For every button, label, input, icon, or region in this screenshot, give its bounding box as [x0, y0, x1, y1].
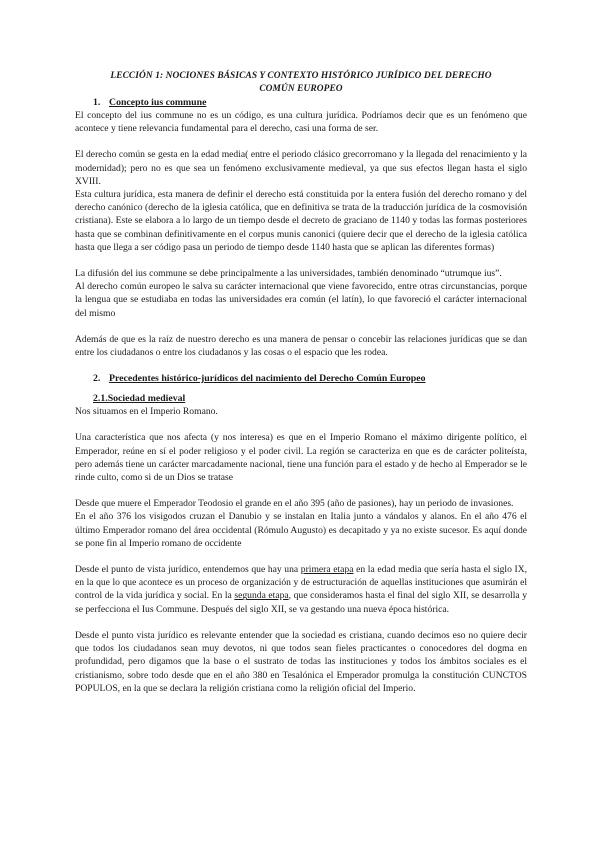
- paragraph-11-part-b: en la edad media que sería hasta el siglo IX, en la que lo que acontece es un proceso de organización y de estructuración de aquellas instituciones que asumirán el control de la vida jurídica y social. En la: [75, 564, 528, 602]
- paragraph-2: El derecho común se gesta en la edad media( entre el periodo clásico grecorromano y la llegada del renacimiento y la modernidad); pero no es que sea un fenómeno exclusivamente medieval, ya que sus efectos llegan hasta el siglo XVIII.: [75, 149, 527, 187]
- section-2-1-heading: [93, 392, 527, 405]
- paragraph-7: Nos situamos en el Imperio Romano.: [75, 406, 218, 418]
- section-1-number: 1.: [93, 97, 101, 108]
- paragraph-9: Desde que muere el Emperador Teodosio el grande en el año 395 (año de pasiones), hay un periodo de invasiones.: [75, 498, 514, 510]
- paragraph-4: La difusión del ius commune se debe principalmente a las universidades, también denominado “utrumque ius”.: [75, 268, 502, 280]
- section-2-1-title: 2.1.Sociedad medieval: [93, 393, 186, 405]
- lesson-title-line-2: COMÚN EUROPEO: [259, 84, 343, 94]
- paragraph-11-part-a: Desde el punto de vista jurídico, entendemos que hay una: [75, 564, 301, 576]
- paragraph-6: Además de que es la raíz de nuestro derecho es una manera de pensar o concebir las relaciones jurídicas que se dan entre los ciudadanos o entre los ciudadanos y las cosas o el espacio que les rodea.: [75, 333, 527, 359]
- paragraph-12: Desde el punto vista jurídico es relevante entender que la sociedad es cristiana, cuando decimos eso no quiere decir que todos los ciudadanos sean muy devotos, ni que todos sean fieles practicantes o conocedores del dogma en profundidad, pero digamos que la base o el sustrato de todas las instituciones y todos los ámbitos sociales es el cristianismo, sobre todo desde que en el año 380 en Tesalónica el Emperador promulga la constitución CUNCTOS POPULOS, en la que se declara la religión cristiana como la religión oficial del Imperio.: [75, 629, 527, 694]
- document-body: [75, 70, 527, 695]
- lesson-title: [75, 70, 527, 96]
- paragraph-1: El concepto del ius commune no es un código, es una cultura jurídica. Podríamos decir que es un fenómeno que acontece y tiene relevancia fundamental para el derecho, casi una forma de ser.: [75, 110, 527, 135]
- section-2-number: 2.: [93, 373, 101, 385]
- lesson-title-line-1: LECCIÓN 1: NOCIONES BÁSICAS Y CONTEXTO HISTÓRICO JURÍDICO DEL DERECHO: [110, 71, 492, 81]
- paragraph-3: Esta cultura jurídica, esta manera de definir el derecho está constituida por la entera fusión del derecho romano y del derecho canónico (derecho de la iglesia católica, que en definitiva se trata de la traducción jurídica de la cosmovisión cristiana). Este se elabora a lo largo de un tiempo desde el decreto de graciano de 1140 y todas las formas posteriores hasta que se combinan definitivamente en el corpus munis canonici (quiere decir que el derecho de la iglesia católica hasta que llega a ser código pasa un periodo de tiempo desde 1140 hasta que se aplican las diferentes formas): [75, 189, 527, 253]
- paragraph-11: [75, 563, 527, 616]
- paragraph-10: En el año 376 los visigodos cruzan el Danubio y se instalan en Italia junto a vándalos y alanos. En el año 476 el último Emperador romano del área occidental (Rómulo Augusto) es decapitado y ya no existe sucesor. Es aquí donde se pone fin al Imperio romano de occidente: [75, 511, 527, 549]
- section-1-title: Concepto ius commune: [109, 97, 207, 108]
- section-1-heading: [93, 96, 527, 109]
- section-2-title: Precedentes histórico-jurídicos del nacimiento del Derecho Común Europeo: [109, 373, 426, 385]
- paragraph-8: Una característica que nos afecta (y nos interesa) es que en el Imperio Romano el máximo dirigente político, el Emperador, reúne en sí el poder religioso y el poder civil. La región se caracteriza en que es de carácter politeísta, pero además tiene un carácter marcadamente nacional, tiene una función para el estado y de hecho al Emperador se le rinde culto, como si de un Dios se tratase: [75, 432, 527, 484]
- segunda-etapa-term: segunda etapa: [234, 590, 289, 602]
- paragraph-5: Al derecho común europeo le salva su carácter internacional que viene favorecido, entre otras circunstancias, porque la lengua que se estudiaba en todas las universidades era común (el latín), lo que favoreció el carácter internacional del mismo: [75, 281, 527, 319]
- paragraph-11-part-c: , que consideramos hasta el final del siglo XII, se desarrolla y se perfecciona el Ius Commune. Después del siglo XII, se va gestando una nueva época histórica.: [75, 590, 528, 615]
- primera-etapa-term: primera etapa: [300, 564, 354, 576]
- section-2-heading: [93, 372, 527, 385]
